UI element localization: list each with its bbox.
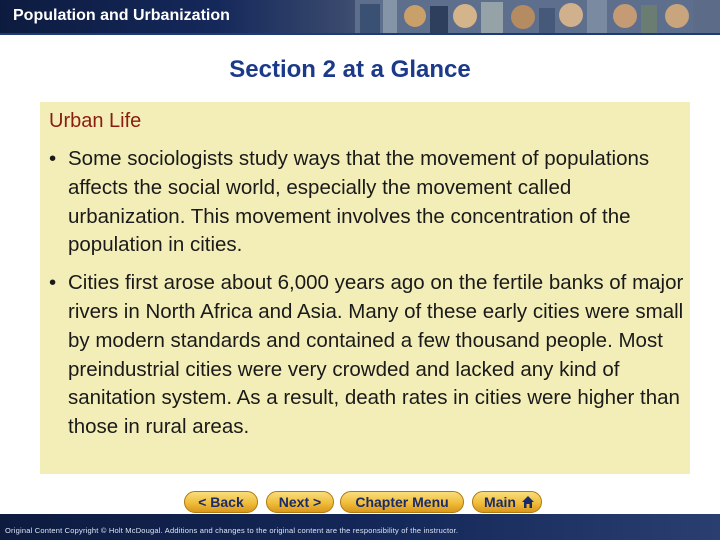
bullet-icon: • [49, 147, 57, 170]
bullet-text: Cities first arose about 6,000 years ago on the fertile banks of major rivers in North Africa and Asia. Many of these early cities were small by modern standards and contained a few thousand people. Most preindustrial cities were very crowded and lacked any kind of sanitation system. As a result, death rates in cities were higher than those in rural areas. [68, 271, 684, 439]
bullet-icon: • [49, 271, 57, 295]
list-item [49, 145, 689, 260]
content-subtitle: Urban Life [49, 110, 142, 132]
header-divider [0, 33, 720, 35]
back-button[interactable]: < Back [184, 491, 258, 513]
navigation-bar [0, 491, 720, 513]
main-button-label: Main [484, 494, 516, 510]
list-item [49, 269, 689, 442]
header-collage-image [355, 0, 720, 33]
header-title: Population and Urbanization [13, 7, 230, 24]
footer-bar [0, 514, 720, 540]
home-icon [521, 495, 535, 509]
next-button[interactable]: Next > [266, 491, 334, 513]
header-banner [0, 0, 720, 33]
bullet-list [49, 145, 689, 451]
section-title: Section 2 at a Glance [229, 56, 471, 83]
chapter-menu-button[interactable]: Chapter Menu [340, 491, 464, 513]
copyright-text: Original Content Copyright © Holt McDougal. Additions and changes to the original content are the responsibility of the instructor. [5, 526, 459, 535]
bullet-text: Some sociologists study ways that the movement of populations affects the social world, especially the movement called urbanization. This movement involves the concentration of the population in cities. [68, 147, 650, 257]
main-button[interactable] [472, 491, 542, 513]
content-panel [40, 102, 690, 474]
